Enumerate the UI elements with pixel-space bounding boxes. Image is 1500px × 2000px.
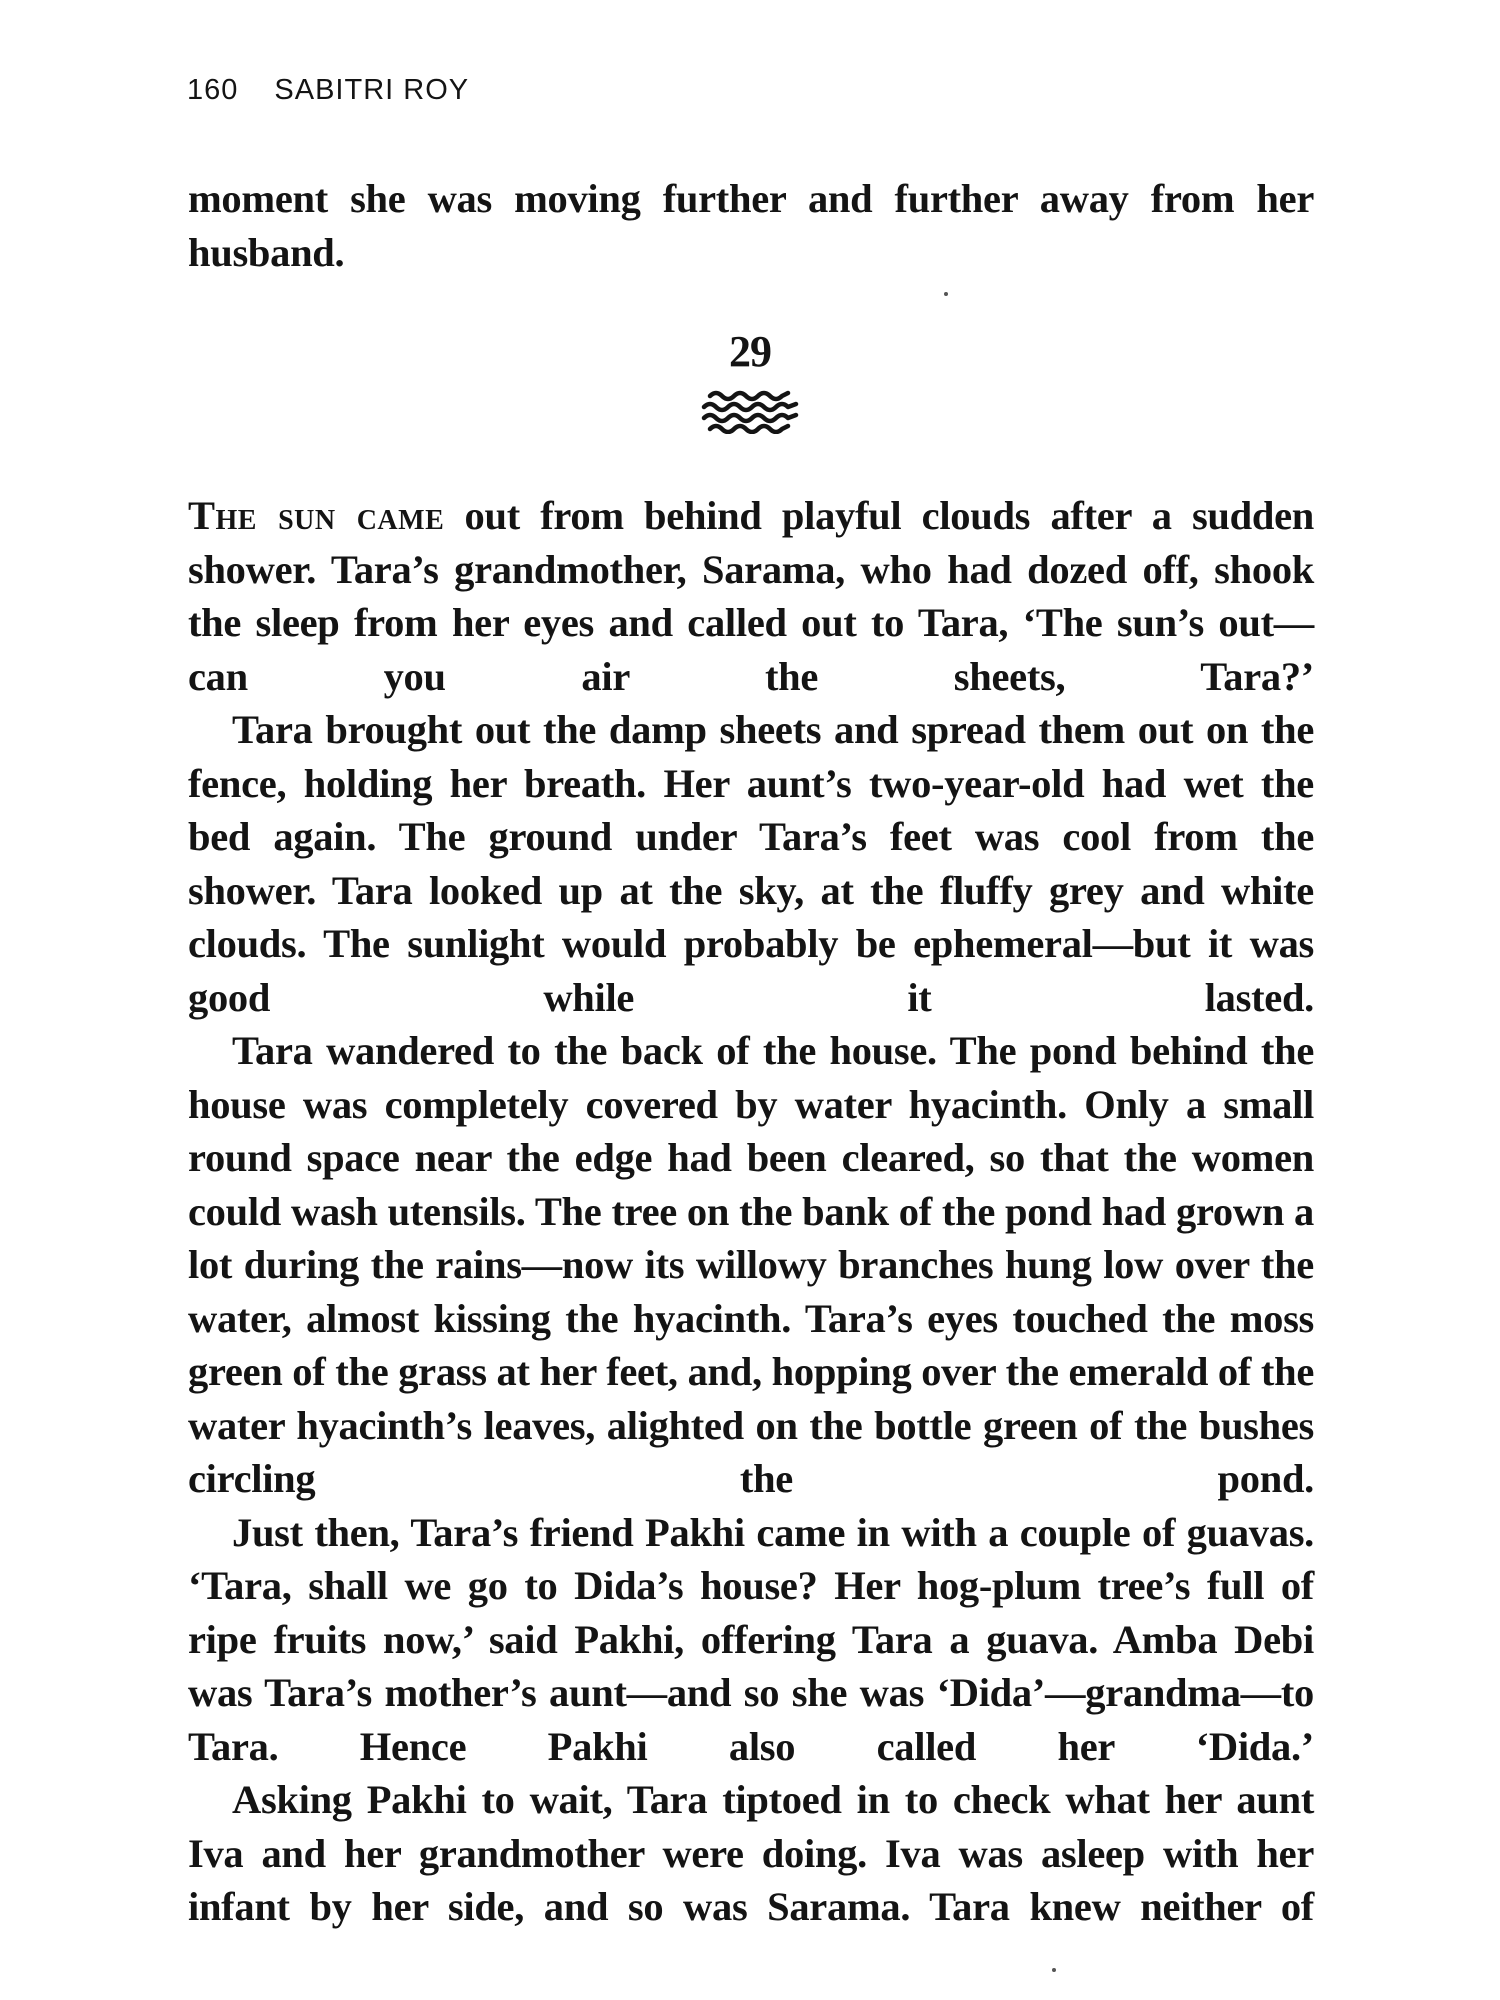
paragraph (188, 489, 1314, 703)
continuation-line: moment she was moving further and further away from her (188, 176, 1314, 221)
page-number: 160 (187, 74, 239, 106)
chapter-body (188, 489, 1314, 1934)
running-head-author: SABITRI ROY (274, 74, 470, 106)
chapter-opening-smallcaps: The sun came (188, 493, 445, 538)
continuation-line: husband. (188, 229, 345, 275)
paragraph: Tara wandered to the back of the house. The pond behind the house was completely covered by water hyacinth. Only a small round space near the edge had been cleared, so that the women could wash utensils. The tree on the bank of the pond had grown a lot during the rains—now its willowy branches hung low over the water, almost kissing the hyacinth. Tara’s eyes touched the moss green of the grass at her feet, and, hopping over the emerald of the water hyacinth’s leaves, alighted on the bottle green of the bushes circling the pond. (188, 1028, 1314, 1501)
paragraph: Just then, Tara’s friend Pakhi came in with a couple of guavas. ‘Tara, shall we go to Dida’s house? Her hog-plum tree’s full of ripe fruits now,’ said Pakhi, offering Tara a guava. Amba Debi was Tara’s mother’s aunt—and so she was ‘Dida’—grandma—to Tara. Hence Pakhi also called her ‘Dida.’ (188, 1509, 1314, 1769)
wave-ornament-icon (700, 388, 800, 434)
running-head (187, 74, 469, 107)
scan-speck (1052, 1968, 1056, 1972)
paragraph: Asking Pakhi to wait, Tara tiptoed in to check what her aunt Iva and her grandmother were doing. Iva was asleep with her infant by her side, and so was Sarama. Tara knew neither of (188, 1777, 1314, 1929)
scan-speck (944, 292, 948, 296)
paragraph-text: out from behind playful clouds after a sudden shower. Tara’s grandmother, Sarama, who had dozed off, shook the sleep from her eyes and called out to Tara, ‘The sun’s out—can you air the sheets, Tara?’ (188, 493, 1314, 699)
chapter-number: 29 (729, 327, 771, 376)
paragraph: Tara brought out the damp sheets and spread them out on the fence, holding her breath. Her aunt’s two-year-old had wet the bed again. The ground under Tara’s feet was cool from the shower. Tara looked up at the sky, at the fluffy grey and white clouds. The sunlight would probably be ephemeral—but it was good while it lasted. (188, 707, 1314, 1020)
continuation-text (188, 172, 1314, 279)
